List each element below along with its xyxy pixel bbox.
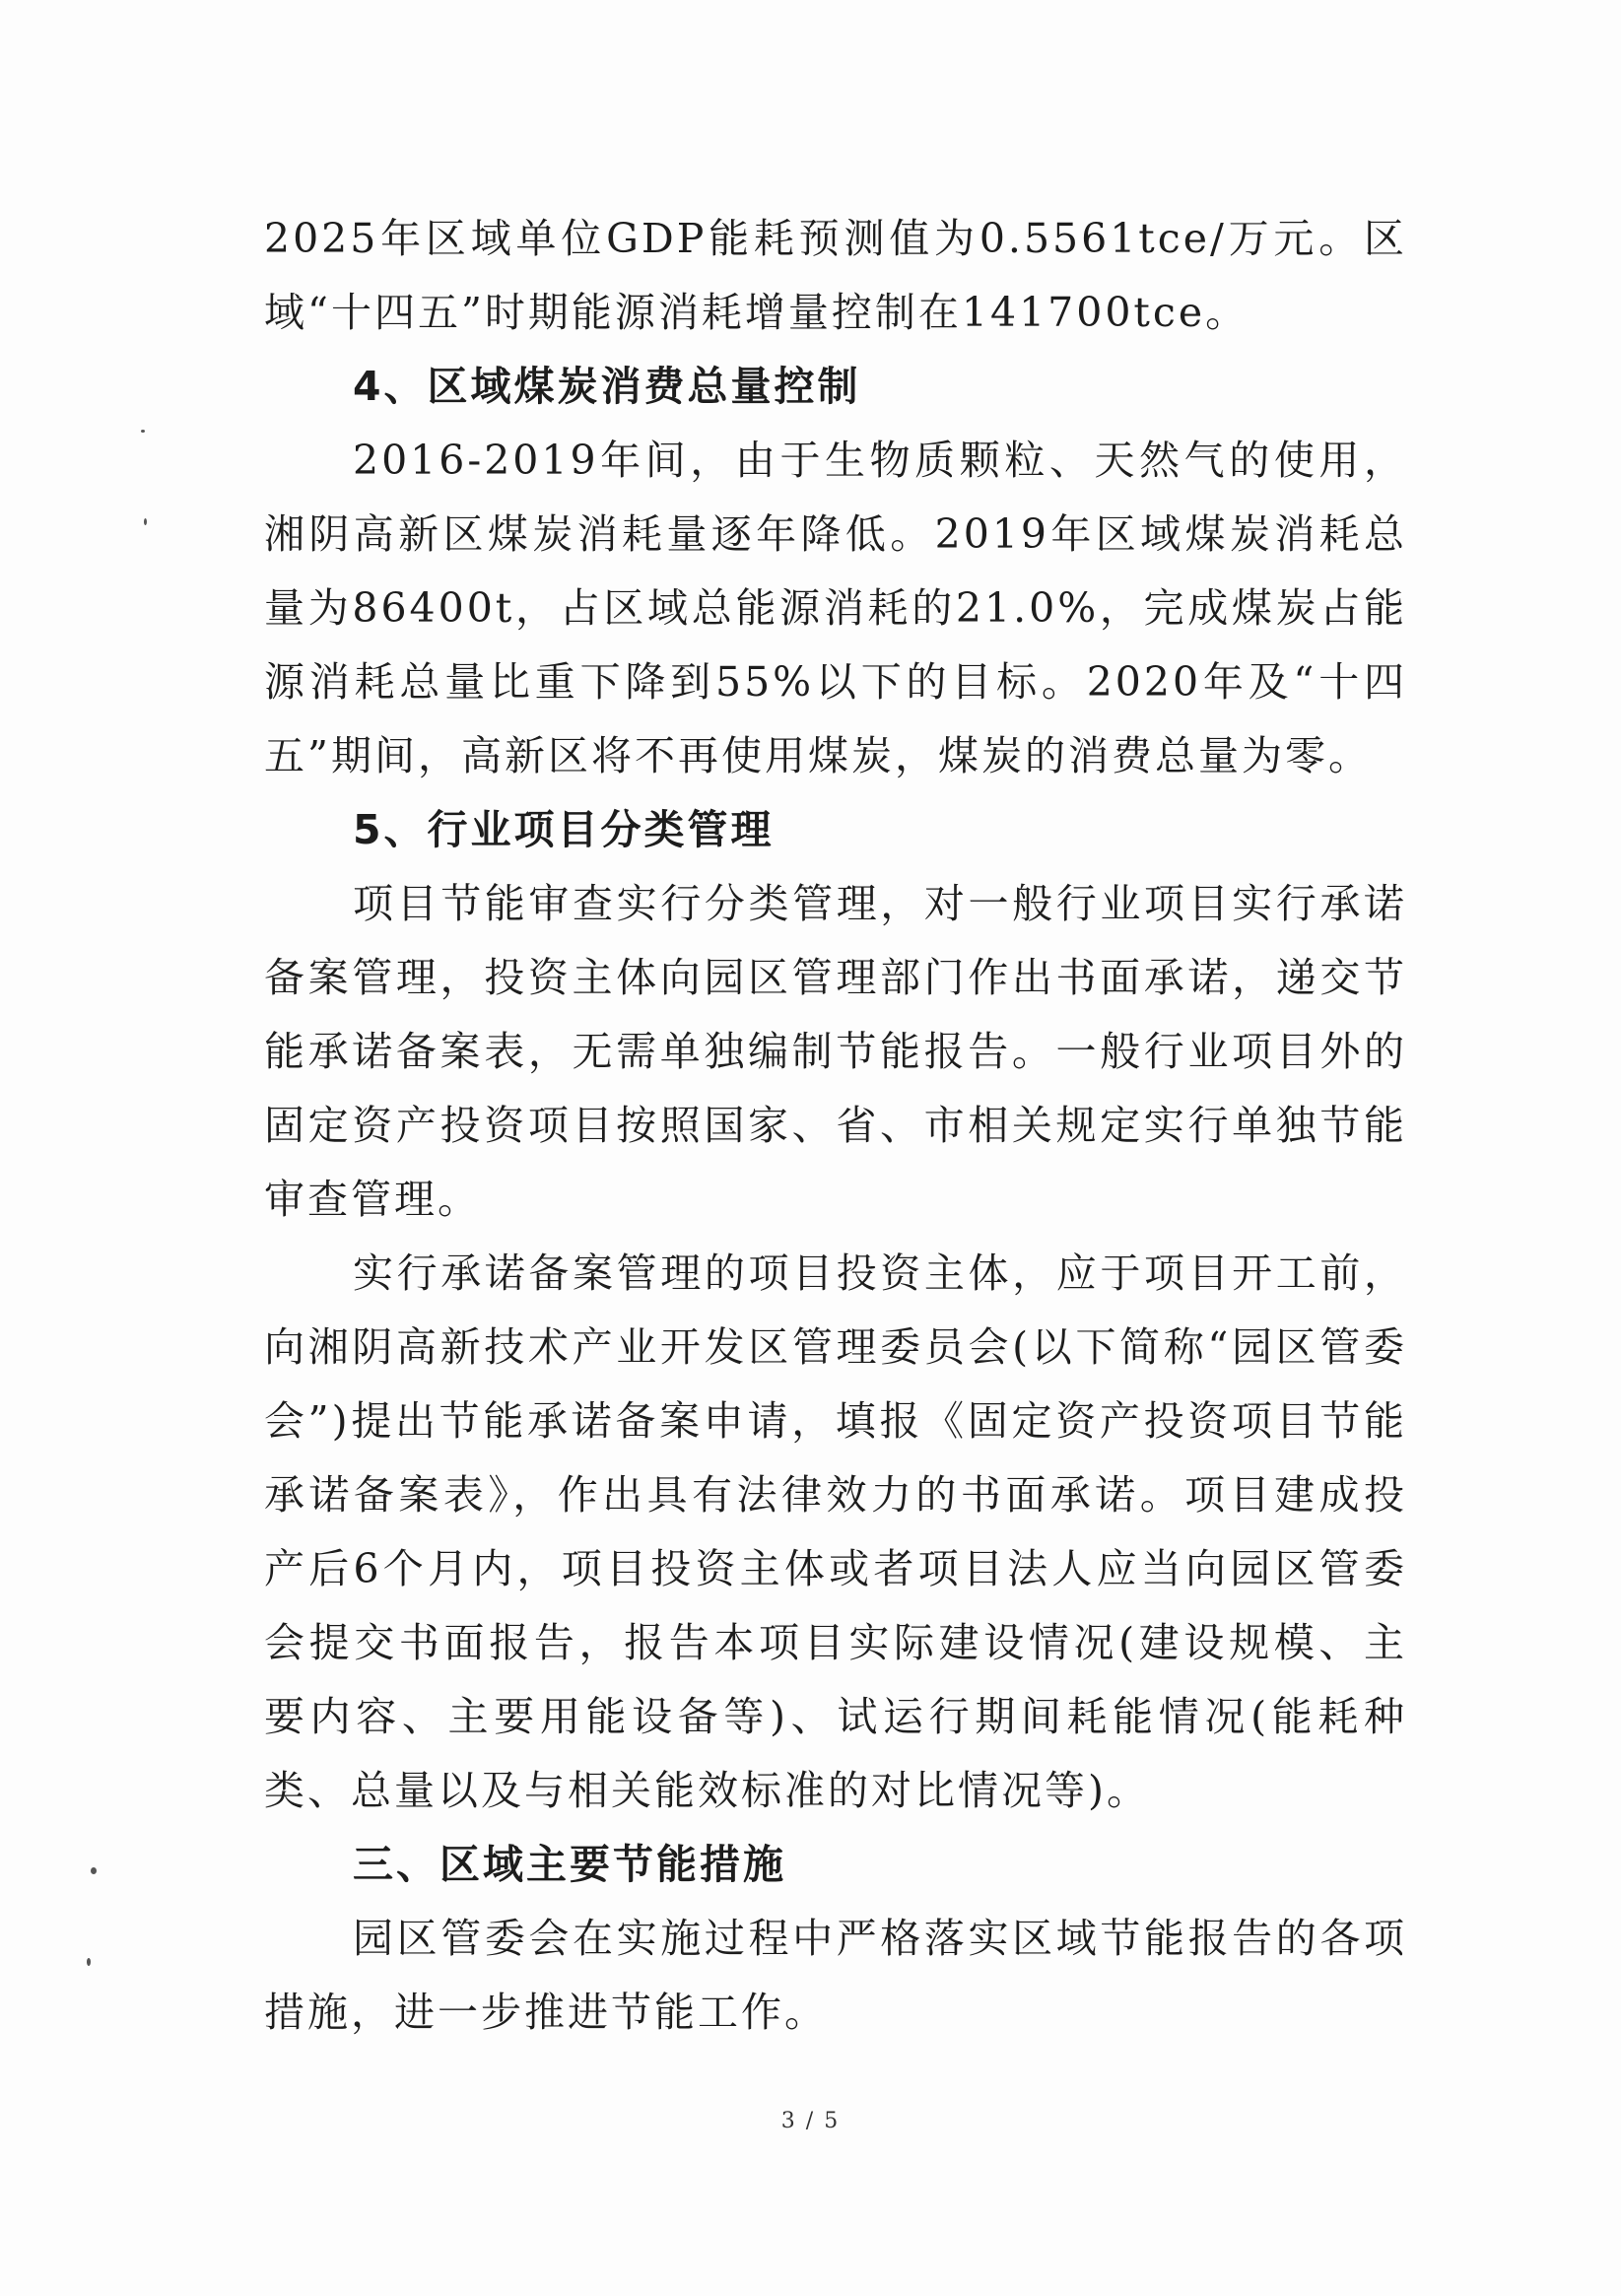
scan-speck xyxy=(87,1958,91,1966)
section-heading-coal: 4、区域煤炭消费总量控制 xyxy=(353,363,861,410)
scan-speck xyxy=(91,1867,97,1874)
section-heading-classification: 5、行业项目分类管理 xyxy=(353,806,775,853)
document-body xyxy=(264,202,1407,2050)
paragraph-classification: 项目节能审查实行分类管理，对一般行业项目实行承诺备案管理，投资主体向园区管理部门作出书面承诺，递交节能承诺备案表，无需单独编制节能报告。一般行业项目外的固定资产投资项目按照国家、省、市相关规定实行单独节能审查管理。 xyxy=(264,880,1407,1223)
scan-speck xyxy=(144,518,147,525)
scan-speck xyxy=(141,430,145,433)
page-number: 3 / 5 xyxy=(780,2109,841,2133)
paragraph-commitment-filing: 实行承诺备案管理的项目投资主体，应于项目开工前，向湘阴高新技术产业开发区管理委员会(以下简称“园区管委会”)提出节能承诺备案申请，填报《固定资产投资项目节能承诺备案表》，作出具有法律效力的书面承诺。项目建成投产后6个月内，项目投资主体或者项目法人应当向园区管委会提交书面报告，报告本项目实际建设情况(建设规模、主要内容、主要用能设备等)、试运行期间耗能情况(能耗种类、总量以及与相关能效标准的对比情况等)。 xyxy=(264,1249,1407,1814)
paragraph-measures: 园区管委会在实施过程中严格落实区域节能报告的各项措施，进一步推进节能工作。 xyxy=(264,1915,1407,2036)
paragraph-coal: 2016-2019年间，由于生物质颗粒、天然气的使用，湘阴高新区煤炭消耗量逐年降低。2019年区域煤炭消耗总量为86400t，占区域总能源消耗的21.0%，完成煤炭占能源消耗总量比重下降到55%以下的目标。2020年及“十四五”期间，高新区将不再使用煤炭，煤炭的消费总量为零。 xyxy=(264,437,1407,779)
section-heading-measures: 三、区域主要节能措施 xyxy=(353,1841,786,1888)
paragraph-continued: 2025年区域单位GDP能耗预测值为0.5561tce/万元。区域“十四五”时期能源消耗增量控制在141700tce。 xyxy=(264,215,1407,336)
